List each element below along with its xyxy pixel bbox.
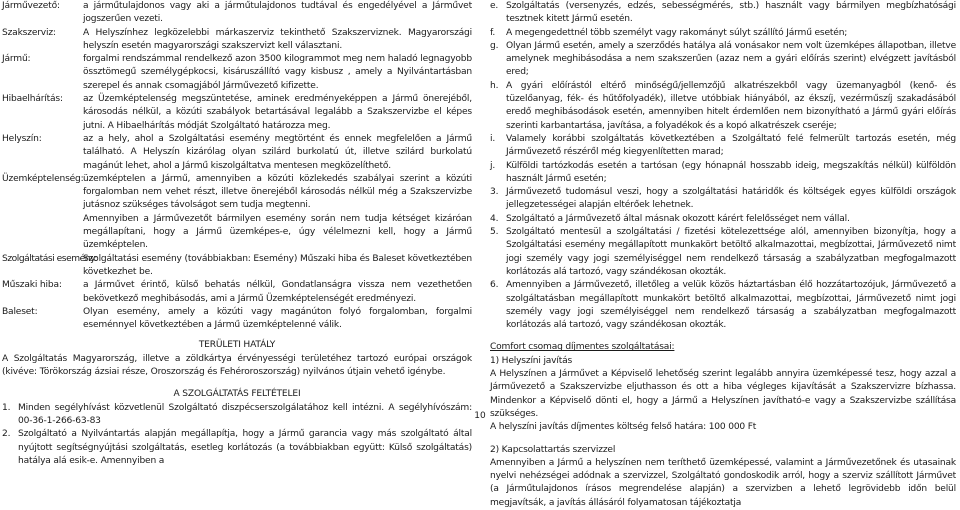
item-text: Amennyiben a Járművezető, illetőleg a velük közös háztartásban élő hozzátartozójuk, Járművezető a szolgáltatásban megállapított munkakört betöltő alkalmazottai, megbízottai, Járművezető nimt jogi személy vagy jogi személyiséggel nem rendelkező társaság a szabályzatban megfogalmazott korlátozás alá tartozó, vagy szándékosan okozták. (506, 280, 956, 331)
item-text: Valamely korábbi szolgáltatás következtében a Szolgáltató felé felmerült tartozás esetén, még Járművezető részéről még kiegyenlítetten marad; (506, 133, 956, 158)
territorial-scope-section (2, 339, 472, 379)
definition-term: Szolgáltatási esemény: (2, 253, 97, 264)
item-text: Külföldi tartózkodás esetén a tartósan (egy hónapnál hosszabb ideig, megszakítás nélkül) külföldön használt Jármű esetén; (506, 160, 956, 184)
item-text: Olyan Jármű esetén, amely a szerződés hatálya alá vonásakor nem volt üzemképes állapotban, illetve amelynek meghibásodása a nem szakszerűen (azaz nem a gyári előírás szerint) elvégzett javításból ered; (506, 40, 956, 78)
definitions-list (2, 0, 472, 332)
comfort-text-1: A Helyszínen a Járművet a Képviselő lehetőség szerint legalább annyira üzemképessé tesz, hogy azzal a Járművezető a Szakszervizbe eljuthasson és ott a hiba végleges kijavítását a Szakszervizre bízhassa. Mindenkor a Képviselő dönti el, hogy a Jármű a Helyszínen javítható-e vagy a Szakszervizbe szállítása szükséges. (490, 369, 956, 419)
item-marker: f. (490, 27, 496, 38)
item-marker: h. (490, 80, 499, 91)
definition-row (2, 213, 472, 253)
definition-term: Szakszerviz: (2, 27, 56, 38)
exclusion-item (490, 160, 956, 187)
exclusion-item (490, 27, 956, 40)
definition-text: A Helyszínhez legközelebbi márkaszerviz tekinthető Szakszerviznek. Magyarországi helyszín esetén magyarországi szakszervizt kell választani. (83, 27, 472, 51)
item-marker: 6. (490, 280, 499, 291)
definition-term: Járművezető: (2, 1, 60, 11)
condition-item (2, 428, 472, 468)
comfort-sub-heading-1: 1) Helyszíni javítás (490, 355, 573, 366)
definition-text: Olyan esemény, amely a közúti vagy magánúton folyó forgalomban, forgalmi eseménnyel következtében a Jármű üzemképtelenné válik. (83, 306, 472, 331)
service-conditions-section (2, 388, 472, 468)
comfort-sub-heading-2: 2) Kapcsolattartás szervizzel (490, 444, 616, 455)
exclusion-item (490, 213, 956, 226)
definition-term: Jármű: (2, 54, 31, 65)
exclusion-item (490, 279, 956, 332)
definition-term: Helyszín: (2, 133, 42, 144)
exclusion-item (490, 186, 956, 213)
item-marker: e. (490, 1, 499, 11)
item-text: Járművezető tudomásul veszi, hogy a szolgáltatási határidők és költségek egyes külföldi országok jellegzetességei alapján eltérőek lehetnek. (506, 187, 956, 211)
definition-term: Baleset: (2, 306, 38, 317)
section-heading-territorial-scope: TERÜLETI HATÁLY (198, 340, 276, 351)
condition-number: 2. (2, 429, 11, 440)
definition-row (2, 27, 472, 54)
definition-term (2, 213, 83, 253)
definition-row (2, 279, 472, 306)
page-number: 10 (474, 411, 486, 421)
exclusion-item (490, 80, 956, 133)
exclusions-list (490, 0, 956, 332)
comfort-package-section (490, 341, 956, 510)
item-marker: g. (490, 40, 499, 51)
right-page (490, 0, 956, 508)
definition-text: a járműtulajdonos vagy aki a járműtulajdonos tudtával és engedélyével a Járművet jogszerűen vezeti. (83, 1, 472, 25)
definition-text: a Járművet érintő, külső behatás nélkül, Gondatlanságra vissza nem vezethetően bekövetkező meghibásodás, ami a Jármű Üzemképtelenségét eredményezi. (83, 280, 472, 304)
definition-row (2, 133, 472, 173)
exclusion-item (490, 0, 956, 27)
definition-row (2, 253, 472, 280)
definition-row (2, 0, 472, 27)
condition-item (2, 402, 472, 429)
comfort-package-heading: Comfort csomag díjmentes szolgáltatásai: (490, 342, 675, 353)
section-heading-service-conditions: A SZOLGÁLTATÁS FELTÉTELEI (173, 389, 301, 400)
definition-row (2, 306, 472, 333)
condition-text: Minden segélyhívást közvetlenül Szolgáltató diszpécserszolgálatához kell intézni. A segélyhívószám: 00-36-1-266-63-83 (18, 402, 472, 426)
territorial-scope-text: A Szolgáltatás Magyarország, illetve a zöldkártya érvényességi területéhez tartozó európai országok (kivéve: Törökország ázsiai része, Oroszország és Fehéroroszország) nyilvános útjain vehető igénybe. (2, 353, 472, 378)
comfort-text-2: Amennyiben a Jármű a helyszínen nem teríthető üzemképessé, valamint a Járművezetőnek és utasainak nyelvi nehézségei adódnak a szervizzel, Szolgáltató gondoskodik arról, hogy a szerviz szállított Járművet (a Járműtulajdonos írásos megrendelése alapján) a szervizben a lehető legrövidebb időn belül megjavítsák, a javítás állásáról folyamatosan tájékoztatja (490, 457, 956, 508)
item-text: Szolgáltató a Járművezető által másnak okozott kárért felelősséget nem vállal. (506, 213, 850, 224)
definition-text: az a hely, ahol a Szolgáltatási esemény megtörtént és ennek megfelelően a Jármű található. A Helyszín kizárólag olyan szilárd burkolatú út, illetve szilárd burkolatú magánút lehet, ahol a Jármű kiszolgáltatva mentesen megközelíthető. (83, 133, 472, 171)
exclusion-item (490, 226, 956, 279)
condition-number: 1. (2, 402, 11, 413)
item-text: A megengedettnél több személyt vagy rakományt súlyt szállító Jármű esetén; (506, 27, 848, 38)
definition-text: Amennyiben a Járművezetőt bármilyen esemény során nem tudja kétséget kizáróan megállapítani, hogy a Jármű üzemképes-e, úgy vélelmezni kell, hogy a Jármű üzemképtelen. (83, 213, 472, 251)
definition-term: Műszaki hiba: (2, 280, 62, 291)
definition-term: Hibaelhárítás: (2, 94, 63, 105)
definition-term: Üzemképtelenség: (2, 173, 84, 184)
definition-text: forgalmi rendszámmal rendelkező azon 3500 kilogrammot meg nem haladó legnagyobb össztömegű személygépkocsi, kisáruszállító vagy kisbusz , amely a Nyilvántartásban szerepel és annak csomagjából Járművezető kifizette. (83, 54, 472, 91)
comfort-text-1b: A helyszíni javítás díjmentes költség felső határa: 100 000 Ft (490, 422, 757, 433)
exclusion-item (490, 40, 956, 80)
item-text: Szolgáltató mentesül a szolgáltatási / fizetési kötelezettsége alól, amennyiben bizonyítja, hogy a Szolgáltatási esemény megállapított munkakört betöltő alkalmazottai, megbízottai, Járművezető nimt jogi személy vagy jogi személyiséggel nem rendelkező társaság a szabályzatban megfogalmazott korlátozás alá tartozó, vagy szándékosan okozták. (506, 227, 956, 277)
definition-text: üzemképtelen a Jármű, amennyiben a közúti közlekedés szabályai szerint a közúti forgalomban nem vehet részt, illetve önerejéből károsodás nélkül még a Szakszervizbe jutásnoz szükséges távolságot sem tudja megtenni. (83, 173, 472, 211)
item-marker: 5. (490, 227, 499, 238)
item-text: Szolgáltatás (versenyzés, edzés, sebességmérés, stb.) használt vagy bármilyen megbízhatósági tesztnek kitett Jármű esetén. (506, 1, 956, 25)
definition-row (2, 173, 472, 213)
item-marker: j. (490, 160, 496, 171)
item-marker: i. (490, 133, 496, 144)
exclusion-item (490, 133, 956, 160)
definition-text: az Üzemképtelenség megszüntetése, aminek eredményeképpen a Jármű önerejéből, károsodás nélkül, a közúti szabályok betartásával legalább a Szakszervizbe el képes jutni. A Hibaelhárítás módját Szolgáltató határozza meg. (83, 94, 472, 131)
item-text: A gyári előírástól eltérő minőségű/jellemzőjű alkatrészekből vagy üzemanyagból (kenő- és tüzelőanyag, fék- és hűtőfolyadék), illetve utóbbiak hiányából, az ékszíj, vezérműszíj szakadásából eredő meghibásodások esetén, amennyiben hitelt érdemlően nem bizonyítható a Jármű gyári előírás szerinti karbantartása, javítása, a folyadékok és a kopó alkatrészek cseréje; (506, 80, 956, 131)
condition-text: Szolgáltató a Nyilvántartás alapján megállapítja, hogy a Jármű garancia vagy más szolgáltató által nyújtott segítségnyújtási szolgáltatás, esetleg korlátozás (a továbbiakban együtt: Külső szolgáltatás) hatálya alá esik-e. Amennyiben a (18, 429, 472, 466)
definition-row (2, 53, 472, 93)
left-page (2, 0, 472, 466)
definition-row (2, 93, 472, 133)
item-marker: 4. (490, 213, 499, 224)
item-marker: 3. (490, 187, 499, 198)
definition-text: Szolgáltatási esemény (továbbiakban: Esemény) Műszaki hiba és Baleset következtében következhet be. (83, 253, 472, 277)
